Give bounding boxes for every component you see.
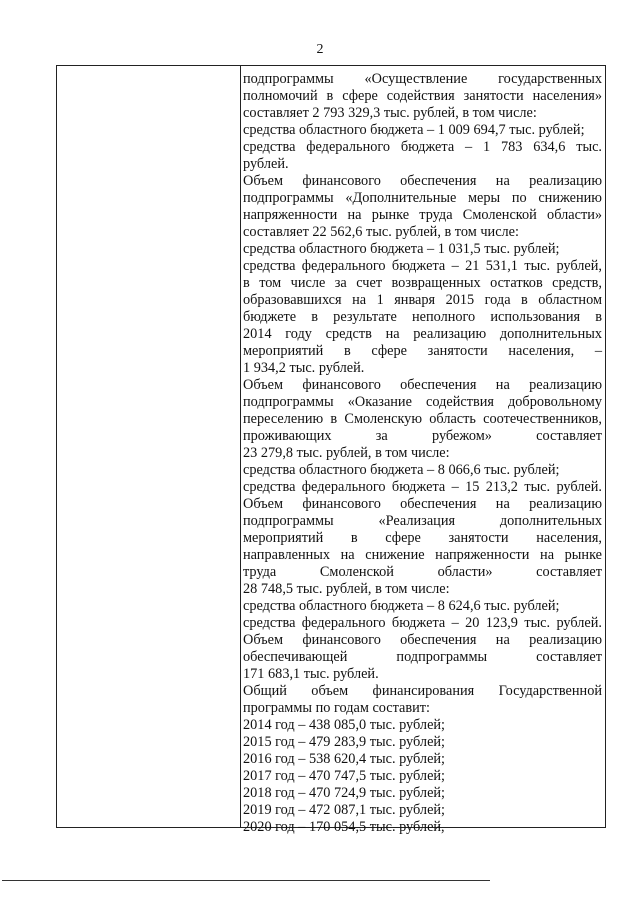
text-line: подпрограммы «Осуществление государственных (243, 71, 602, 87)
text-line: средства областного бюджета – 8 624,6 тыс. рублей; (243, 598, 560, 614)
text-line: 2014 году средств на реализацию дополнительных (243, 326, 602, 342)
text-line: Объем финансового обеспечения на реализацию (243, 173, 602, 189)
text-line: направленных на снижение напряженности на рынке (243, 547, 602, 563)
footer-rule (2, 880, 490, 881)
text-line: составляет 22 562,6 тыс. рублей, в том числе: (243, 224, 520, 240)
column-divider (240, 66, 241, 827)
text-line: 171 683,1 тыс. рублей. (243, 666, 379, 682)
right-cell-text (243, 71, 602, 836)
text-line: средства федерального бюджета – 21 531,1 тыс. рублей, (243, 258, 602, 274)
text-line: средства федерального бюджета – 20 123,9 тыс. рублей. (243, 615, 602, 631)
text-line: рублей. (243, 156, 289, 172)
text-line: проживающих за рубежом» составляет (243, 428, 602, 444)
text-line: обеспечивающей подпрограммы составляет (243, 649, 602, 665)
text-line: Объем финансового обеспечения на реализацию (243, 377, 602, 393)
text-line: Общий объем финансирования Государственной (243, 683, 602, 699)
text-line: 2017 год – 470 747,5 тыс. рублей; (243, 768, 446, 784)
text-line: полномочий в сфере содействия занятости населения» (243, 88, 602, 104)
text-line: мероприятий в сфере занятости населения, (243, 530, 602, 546)
text-line: 28 748,5 тыс. рублей, в том числе: (243, 581, 450, 597)
text-line: бюджете в результате неполного использования в (243, 309, 602, 325)
text-line: Объем финансового обеспечения на реализацию (243, 496, 602, 512)
text-line: подпрограммы «Оказание содействия добровольному (243, 394, 602, 410)
text-line: напряженности на рынке труда Смоленской области» (243, 207, 602, 223)
text-line: средства федерального бюджета – 1 783 634,6 тыс. (243, 139, 602, 155)
text-line: 2015 год – 479 283,9 тыс. рублей; (243, 734, 446, 750)
document-table (56, 65, 606, 835)
text-line: средства областного бюджета – 8 066,6 тыс. рублей; (243, 462, 560, 478)
text-line: программы по годам составит: (243, 700, 431, 716)
text-line: подпрограммы «Реализация дополнительных (243, 513, 602, 529)
text-line: 23 279,8 тыс. рублей, в том числе: (243, 445, 450, 461)
text-line: Объем финансового обеспечения на реализацию (243, 632, 602, 648)
text-line: 2016 год – 538 620,4 тыс. рублей; (243, 751, 446, 767)
text-line: средства федерального бюджета – 15 213,2 тыс. рублей. (243, 479, 602, 495)
text-line: переселению в Смоленскую область соотечественников, (243, 411, 602, 427)
text-line: 2020 год – 170 054,5 тыс. рублей, (243, 819, 445, 835)
text-line: труда Смоленской области» составляет (243, 564, 602, 580)
page-number: 2 (316, 42, 324, 57)
text-line: 2019 год – 472 087,1 тыс. рублей; (243, 802, 446, 818)
text-line: средства областного бюджета – 1 031,5 тыс. рублей; (243, 241, 560, 257)
text-line: в том числе за счет возвращенных остатков средств, (243, 275, 602, 291)
text-line: составляет 2 793 329,3 тыс. рублей, в том числе: (243, 105, 537, 121)
text-line: 2018 год – 470 724,9 тыс. рублей; (243, 785, 446, 801)
text-line: 2014 год – 438 085,0 тыс. рублей; (243, 717, 446, 733)
text-line: средства областного бюджета – 1 009 694,7 тыс. рублей; (243, 122, 585, 138)
text-line: 1 934,2 тыс. рублей. (243, 360, 365, 376)
text-line: подпрограммы «Дополнительные меры по снижению (243, 190, 602, 206)
text-line: образовавшихся на 1 января 2015 года в областном (243, 292, 602, 308)
left-cell-empty (57, 66, 240, 827)
text-line: мероприятий в сфере занятости населения, – (243, 343, 602, 359)
